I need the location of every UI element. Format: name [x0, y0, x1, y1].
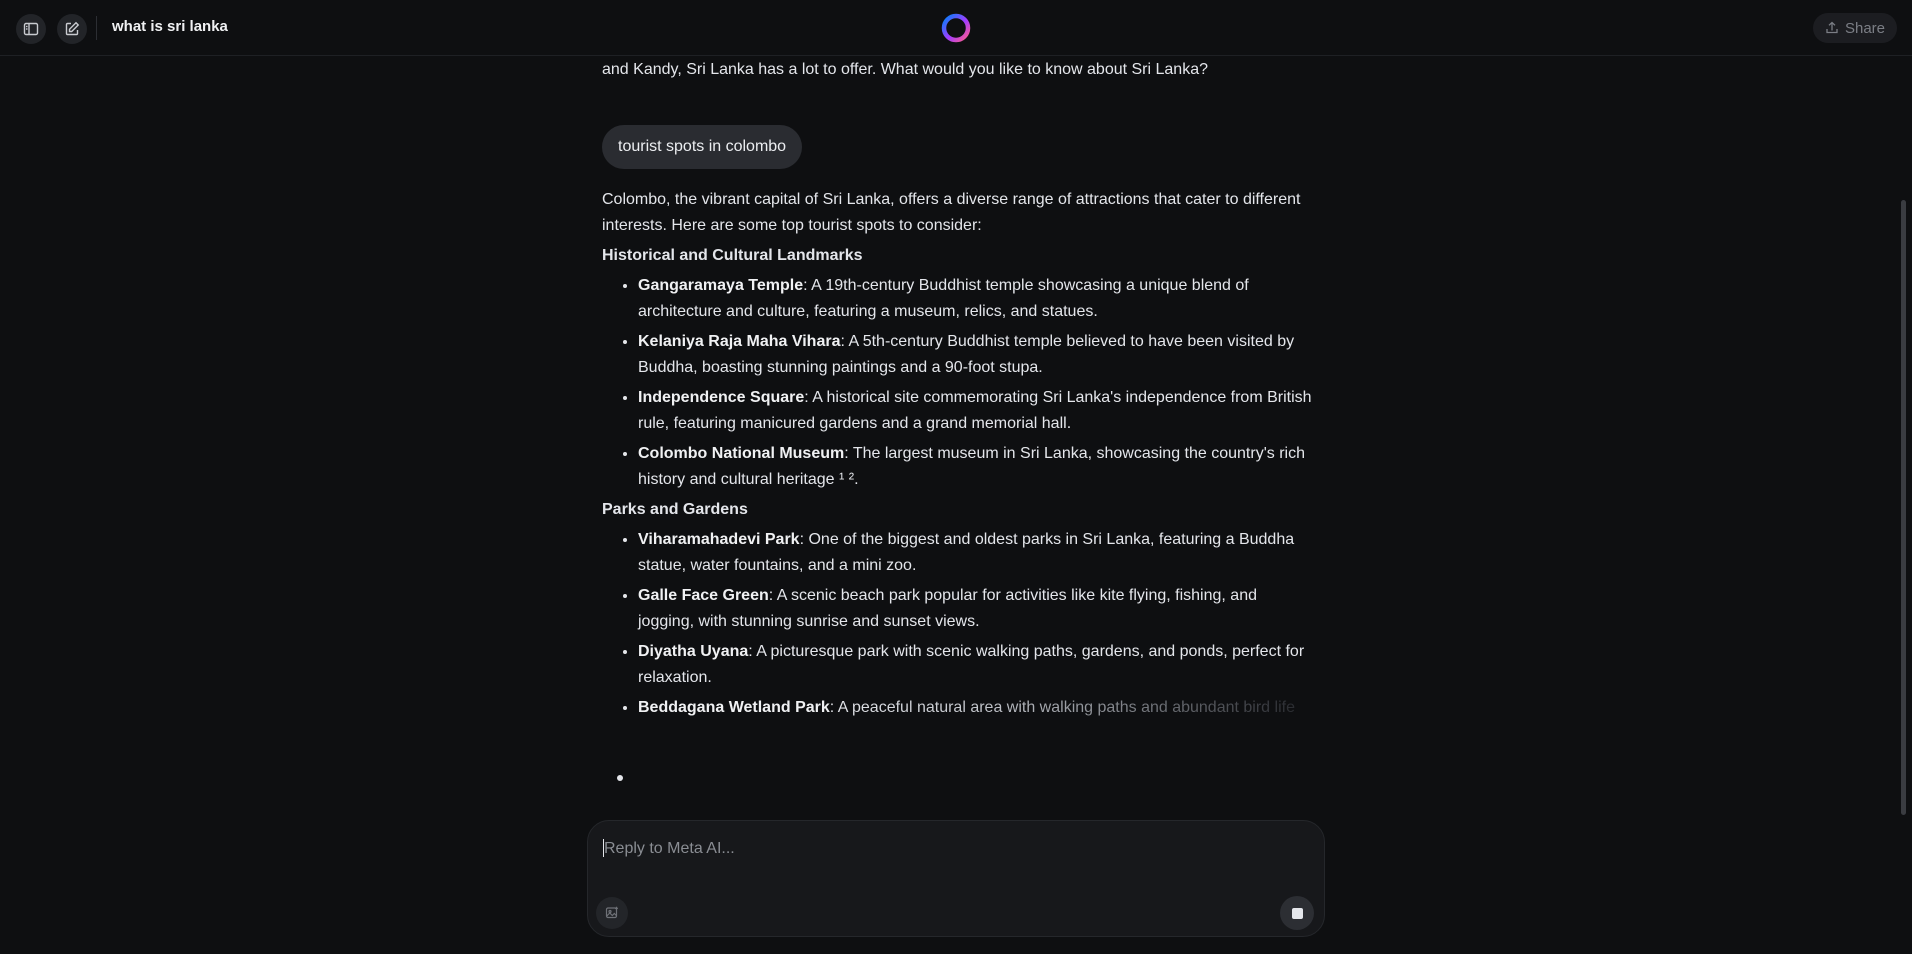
section-heading-landmarks: Historical and Cultural Landmarks [602, 247, 863, 264]
text-caret [603, 839, 604, 857]
list-item-title: Beddagana Wetland Park [638, 699, 830, 716]
response-intro: Colombo, the vibrant capital of Sri Lanka, offers a diverse range of attractions that cater to different interests. Here are some top tourist spots to consider: [602, 191, 1301, 234]
list-item-desc: : A 5th-century Buddhist temple believed to have been visited by Buddha, boasting stunning paintings and a 90-foot stupa. [638, 333, 1295, 376]
image-add-icon [605, 906, 619, 920]
list-item-title: Viharamahadevi Park [638, 531, 800, 548]
meta-ai-logo[interactable] [940, 12, 972, 44]
list-item-desc: : A 19th-century Buddhist temple showcasing a unique blend of architecture and culture, featuring a museum, relics, and statues. [638, 277, 1249, 320]
list-item [638, 639, 1312, 691]
list-item [638, 329, 1312, 381]
list-item-desc: : A picturesque park with scenic walking paths, gardens, and ponds, perfect for relaxation. [638, 643, 1305, 686]
streaming-bullet [617, 775, 623, 781]
sidebar-toggle-icon [23, 21, 39, 37]
attach-image-button[interactable] [596, 897, 628, 929]
list-item-desc: : A historical site commemorating Sri Lanka's independence from British rule, featuring manicured gardens and a grand memorial hall. [638, 389, 1312, 432]
list-item-desc: : One of the biggest and oldest parks in Sri Lanka, featuring a Buddha statue, water fountains, and a mini zoo. [638, 531, 1295, 574]
top-bar [0, 0, 1912, 56]
list-item-desc: : The largest museum in Sri Lanka, showcasing the country's rich history and cultural heritage ¹ ². [638, 445, 1305, 488]
header-divider [96, 16, 97, 40]
user-message-bubble: tourist spots in colombo [602, 125, 802, 169]
list-item [638, 583, 1312, 635]
reply-input[interactable] [602, 833, 1306, 865]
parks-list [602, 527, 1312, 721]
sidebar-toggle-button[interactable] [16, 14, 46, 44]
list-item-title: Diyatha Uyana [638, 643, 749, 660]
section-heading-parks: Parks and Gardens [602, 501, 748, 518]
list-item-desc: : A scenic beach park popular for activities like kite flying, fishing, and jogging, with stunning sunrise and sunset views. [638, 587, 1257, 630]
list-item-title: Galle Face Green [638, 587, 769, 604]
list-item [638, 385, 1312, 437]
list-item [638, 273, 1312, 325]
landmarks-list [602, 273, 1312, 493]
conversation [602, 56, 1312, 816]
share-label: Share [1844, 19, 1886, 37]
scrollbar-thumb[interactable] [1901, 200, 1906, 815]
list-item-title: Kelaniya Raja Maha Vihara [638, 333, 841, 350]
share-button[interactable] [1813, 13, 1897, 43]
chat-title[interactable]: what is sri lanka [112, 18, 228, 35]
previous-response-tail: and Kandy, Sri Lanka has a lot to offer. What would you like to know about Sri Lanka? [602, 61, 1208, 78]
list-item-title: Independence Square [638, 389, 805, 406]
stop-generating-button[interactable] [1280, 896, 1314, 930]
list-item-desc-streaming: : A peaceful natural area with walking paths and abundant bird life [829, 699, 1295, 716]
list-item [638, 527, 1312, 579]
list-item-streaming [638, 695, 1312, 721]
list-item [638, 441, 1312, 493]
stop-icon [1292, 908, 1303, 919]
list-item-title: Gangaramaya Temple [638, 277, 804, 294]
new-chat-icon [64, 21, 80, 37]
new-chat-button[interactable] [57, 14, 87, 44]
share-icon [1825, 21, 1839, 35]
list-item-title: Colombo National Museum [638, 445, 845, 462]
composer [587, 820, 1325, 937]
